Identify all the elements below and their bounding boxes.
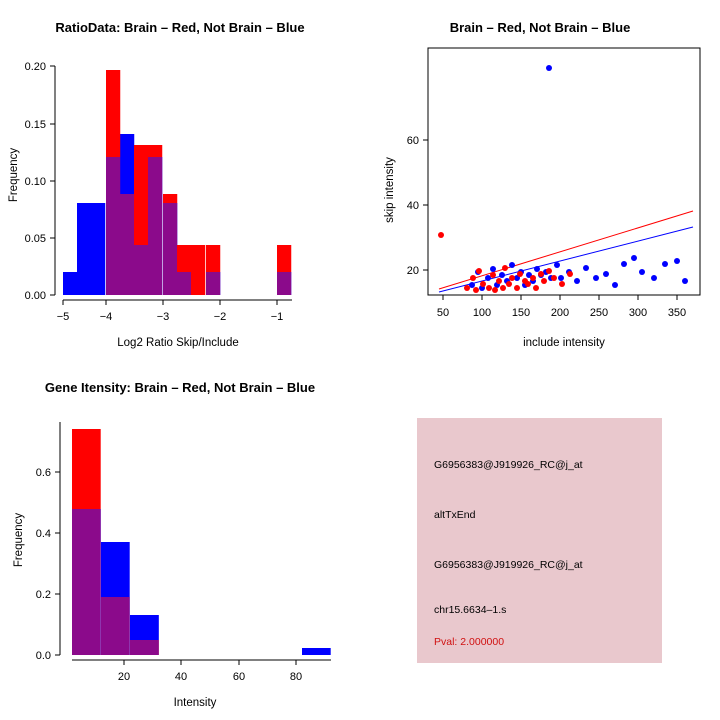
- svg-text:300: 300: [628, 307, 648, 319]
- svg-text:−1: −1: [270, 311, 284, 323]
- svg-text:0.00: 0.00: [24, 290, 46, 302]
- probeset-id-primary: G6956383@J919926_RC@j_at: [434, 459, 583, 471]
- probeset-id-secondary: G6956383@J919926_RC@j_at: [434, 559, 583, 571]
- svg-text:−3: −3: [156, 311, 170, 323]
- ratio-histogram-y-axis: [50, 66, 55, 295]
- event-type: altTxEnd: [434, 509, 476, 521]
- svg-text:Intensity: Intensity: [173, 697, 217, 709]
- svg-text:include intensity: include intensity: [523, 337, 605, 349]
- svg-text:20: 20: [117, 671, 131, 683]
- svg-text:0.6: 0.6: [35, 467, 51, 479]
- genomic-location: chr15.6634–1.s: [434, 604, 507, 616]
- svg-text:−2: −2: [213, 311, 227, 323]
- svg-text:skip intensity: skip intensity: [384, 157, 396, 223]
- svg-text:250: 250: [589, 307, 609, 319]
- svg-text:0.0: 0.0: [35, 650, 51, 662]
- svg-text:50: 50: [436, 307, 450, 319]
- svg-text:60: 60: [406, 135, 419, 147]
- gene-histogram-y-axis: [55, 422, 60, 655]
- svg-text:20: 20: [406, 265, 419, 277]
- scatter-svg: [360, 0, 720, 360]
- svg-text:0.10: 0.10: [24, 176, 46, 188]
- svg-text:0.4: 0.4: [35, 528, 51, 540]
- svg-text:80: 80: [289, 671, 303, 683]
- gene-histogram-title: Gene Itensity: Brain – Red, Not Brain – Blue: [44, 380, 316, 395]
- annotation-info-box: [417, 418, 662, 663]
- scatter-plot-frame: [428, 48, 700, 295]
- svg-text:40: 40: [174, 671, 188, 683]
- svg-text:−4: −4: [99, 311, 113, 323]
- svg-text:0.20: 0.20: [24, 61, 46, 73]
- scatter-x-axis: [443, 295, 677, 300]
- svg-text:200: 200: [550, 307, 570, 319]
- ratio-histogram-title: RatioData: Brain – Red, Not Brain – Blue: [55, 20, 305, 35]
- panel-gene-histogram: [0, 360, 360, 720]
- svg-text:350: 350: [667, 307, 687, 319]
- svg-text:Frequency: Frequency: [13, 512, 25, 568]
- pval-label: Pval: 2.000000: [434, 636, 505, 648]
- panel-intensity-scatter: [360, 0, 720, 360]
- panel-ratio-histogram: [0, 0, 360, 360]
- gene-histogram-bars: [72, 429, 331, 655]
- ratio-histogram-svg: [0, 0, 360, 360]
- gene-histogram-svg: [0, 360, 360, 720]
- svg-text:100: 100: [472, 307, 492, 319]
- gene-histogram-x-axis: [72, 660, 331, 665]
- ratio-histogram-x-axis: [63, 300, 292, 305]
- svg-text:60: 60: [232, 671, 246, 683]
- svg-text:Log2 Ratio Skip/Include: Log2 Ratio Skip/Include: [117, 337, 239, 349]
- svg-text:Frequency: Frequency: [8, 147, 20, 203]
- svg-text:0.05: 0.05: [24, 233, 46, 245]
- ratio-histogram-bars: [63, 70, 291, 295]
- svg-text:40: 40: [406, 200, 419, 212]
- scatter-title: Brain – Red, Not Brain – Blue: [449, 20, 631, 35]
- svg-text:0.2: 0.2: [35, 589, 51, 601]
- svg-text:−5: −5: [56, 311, 70, 323]
- svg-text:150: 150: [511, 307, 531, 319]
- scatter-points-blue: [469, 65, 688, 291]
- svg-text:0.15: 0.15: [24, 119, 46, 131]
- scatter-y-axis: [423, 140, 428, 270]
